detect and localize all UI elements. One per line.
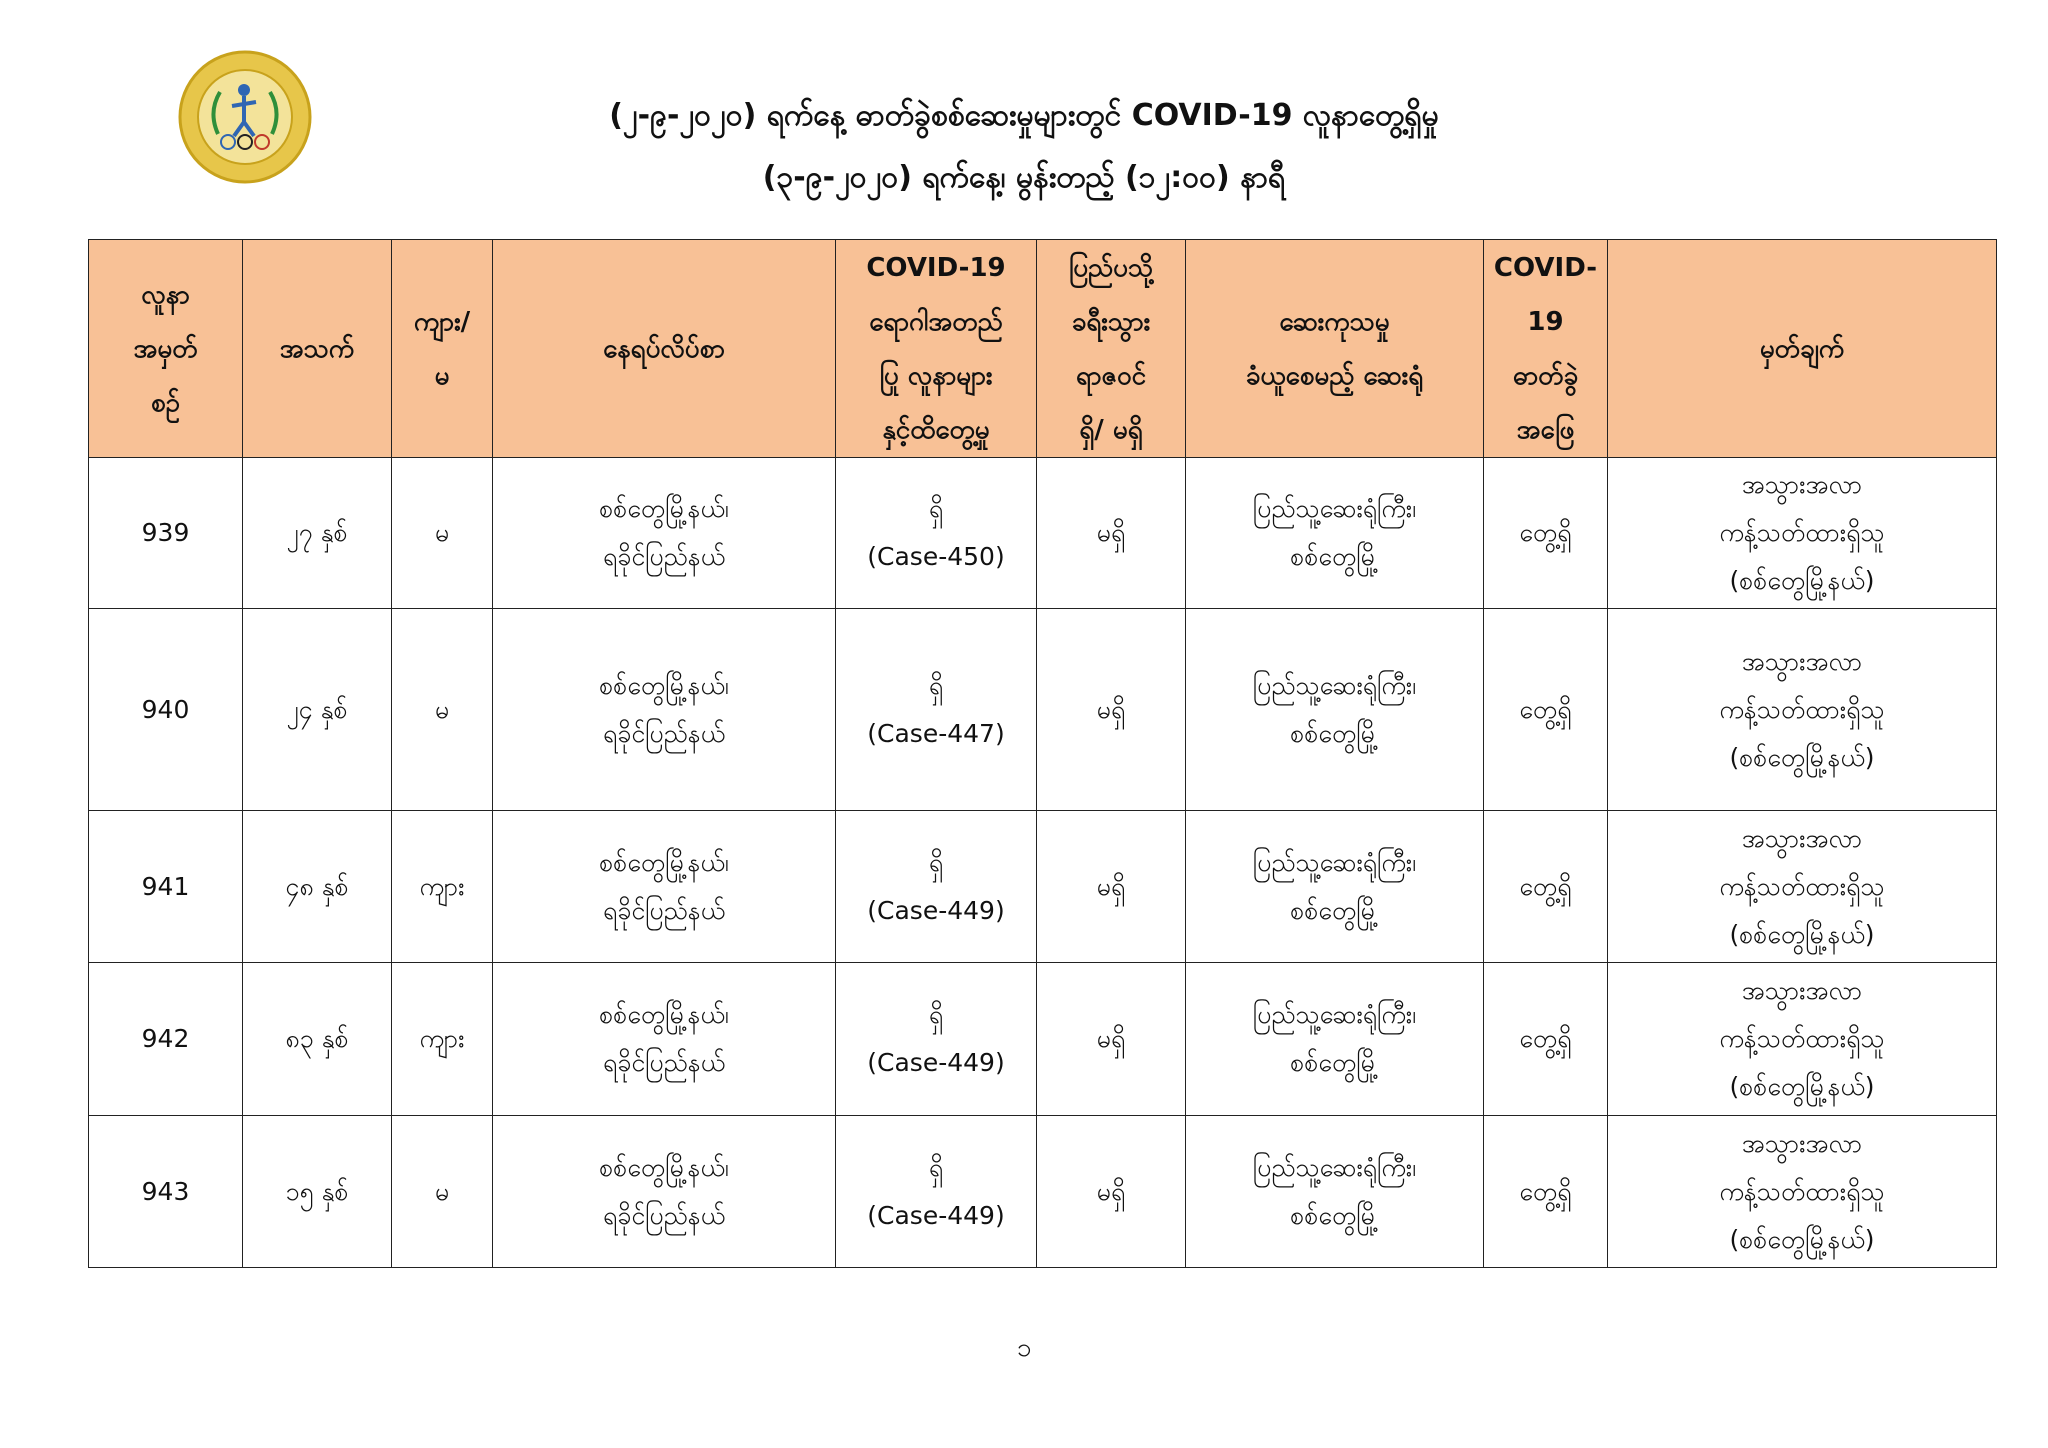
report-title: (၂-၉-၂၀၂၀) ရက်နေ့ ဓာတ်ခွဲစစ်ဆေးမှုများတွင် COVID-19 လူနာတွေ့ရှိမှု bbox=[609, 98, 1439, 133]
age-cell: ၁၅ နှစ် bbox=[243, 1116, 392, 1268]
sex-cell: မ bbox=[392, 609, 493, 811]
age-cell: ၂၄ နှစ် bbox=[243, 609, 392, 811]
patient-no-cell: 940 bbox=[89, 609, 243, 811]
sex-cell: ကျား bbox=[392, 811, 493, 963]
contact-cell: ရှိ (Case-449) bbox=[836, 811, 1037, 963]
result-cell: တွေ့ရှိ bbox=[1484, 1116, 1608, 1268]
age-cell: ၂၇ နှစ် bbox=[243, 458, 392, 609]
contact-cell: ရှိ (Case-449) bbox=[836, 963, 1037, 1116]
hospital-cell: ပြည်သူ့ဆေးရုံကြီး၊ စစ်တွေမြို့ bbox=[1186, 811, 1484, 963]
report-subtitle-datetime: (၃-၉-၂၀၂၀) ရက်နေ့၊ မွန်းတည့် (၁၂:၀၀) နာရီ bbox=[762, 160, 1286, 195]
travel-cell: မရှိ bbox=[1037, 811, 1186, 963]
table-row bbox=[89, 609, 1997, 811]
address-cell: စစ်တွေမြို့နယ်၊ ရခိုင်ပြည်နယ် bbox=[493, 811, 836, 963]
remark-cell: အသွားအလာ ကန့်သတ်ထားရှိသူ (စစ်တွေမြို့နယ်) bbox=[1608, 811, 1997, 963]
column-header-remarks: မှတ်ချက် bbox=[1608, 240, 1997, 458]
address-cell: စစ်တွေမြို့နယ်၊ ရခိုင်ပြည်နယ် bbox=[493, 963, 836, 1116]
page-number: ၁ bbox=[1016, 1333, 1032, 1363]
travel-cell: မရှိ bbox=[1037, 963, 1186, 1116]
table-row bbox=[89, 458, 1997, 609]
address-cell: စစ်တွေမြို့နယ်၊ ရခိုင်ပြည်နယ် bbox=[493, 609, 836, 811]
sex-cell: ကျား bbox=[392, 963, 493, 1116]
hospital-cell: ပြည်သူ့ဆေးရုံကြီး၊ စစ်တွေမြို့ bbox=[1186, 963, 1484, 1116]
remark-cell: အသွားအလာ ကန့်သတ်ထားရှိသူ (စစ်တွေမြို့နယ်) bbox=[1608, 1116, 1997, 1268]
column-header-hospital: ဆေးကုသမှု ခံယူစေမည့် ဆေးရုံ bbox=[1186, 240, 1484, 458]
address-cell: စစ်တွေမြို့နယ်၊ ရခိုင်ပြည်နယ် bbox=[493, 458, 836, 609]
contact-cell: ရှိ (Case-449) bbox=[836, 1116, 1037, 1268]
age-cell: ၄၈ နှစ် bbox=[243, 811, 392, 963]
table-row bbox=[89, 811, 1997, 963]
hospital-cell: ပြည်သူ့ဆေးရုံကြီး၊ စစ်တွေမြို့ bbox=[1186, 1116, 1484, 1268]
patient-no-cell: 943 bbox=[89, 1116, 243, 1268]
table-row bbox=[89, 1116, 1997, 1268]
contact-cell: ရှိ (Case-450) bbox=[836, 458, 1037, 609]
column-header-lab-result: COVID- 19 ဓာတ်ခွဲ အဖြေ bbox=[1484, 240, 1608, 458]
column-header-patient-no: လူနာ အမှတ် စဉ် bbox=[89, 240, 243, 458]
contact-cell: ရှိ (Case-447) bbox=[836, 609, 1037, 811]
result-cell: တွေ့ရှိ bbox=[1484, 609, 1608, 811]
remark-cell: အသွားအလာ ကန့်သတ်ထားရှိသူ (စစ်တွေမြို့နယ်) bbox=[1608, 458, 1997, 609]
patient-no-cell: 942 bbox=[89, 963, 243, 1116]
result-cell: တွေ့ရှိ bbox=[1484, 963, 1608, 1116]
covid-cases-table bbox=[88, 239, 1997, 1268]
result-cell: တွေ့ရှိ bbox=[1484, 811, 1608, 963]
travel-cell: မရှိ bbox=[1037, 609, 1186, 811]
remark-cell: အသွားအလာ ကန့်သတ်ထားရှိသူ (စစ်တွေမြို့နယ်) bbox=[1608, 609, 1997, 811]
table-header-row bbox=[89, 240, 1997, 458]
hospital-cell: ပြည်သူ့ဆေးရုံကြီး၊ စစ်တွေမြို့ bbox=[1186, 609, 1484, 811]
column-header-sex: ကျား/ မ bbox=[392, 240, 493, 458]
travel-cell: မရှိ bbox=[1037, 1116, 1186, 1268]
hospital-cell: ပြည်သူ့ဆေးရုံကြီး၊ စစ်တွေမြို့ bbox=[1186, 458, 1484, 609]
patient-no-cell: 941 bbox=[89, 811, 243, 963]
patient-no-cell: 939 bbox=[89, 458, 243, 609]
sex-cell: မ bbox=[392, 1116, 493, 1268]
sex-cell: မ bbox=[392, 458, 493, 609]
table-row bbox=[89, 963, 1997, 1116]
result-cell: တွေ့ရှိ bbox=[1484, 458, 1608, 609]
remark-cell: အသွားအလာ ကန့်သတ်ထားရှိသူ (စစ်တွေမြို့နယ်) bbox=[1608, 963, 1997, 1116]
column-header-address: နေရပ်လိပ်စာ bbox=[493, 240, 836, 458]
column-header-contact: COVID-19 ရောဂါအတည် ပြု လူနာများ နှင့်ထိတွေ့မှု bbox=[836, 240, 1037, 458]
address-cell: စစ်တွေမြို့နယ်၊ ရခိုင်ပြည်နယ် bbox=[493, 1116, 836, 1268]
column-header-age: အသက် bbox=[243, 240, 392, 458]
travel-cell: မရှိ bbox=[1037, 458, 1186, 609]
age-cell: ၈၃ နှစ် bbox=[243, 963, 392, 1116]
column-header-travel-history: ပြည်ပသို့ ခရီးသွား ရာဇဝင် ရှိ/ မရှိ bbox=[1037, 240, 1186, 458]
